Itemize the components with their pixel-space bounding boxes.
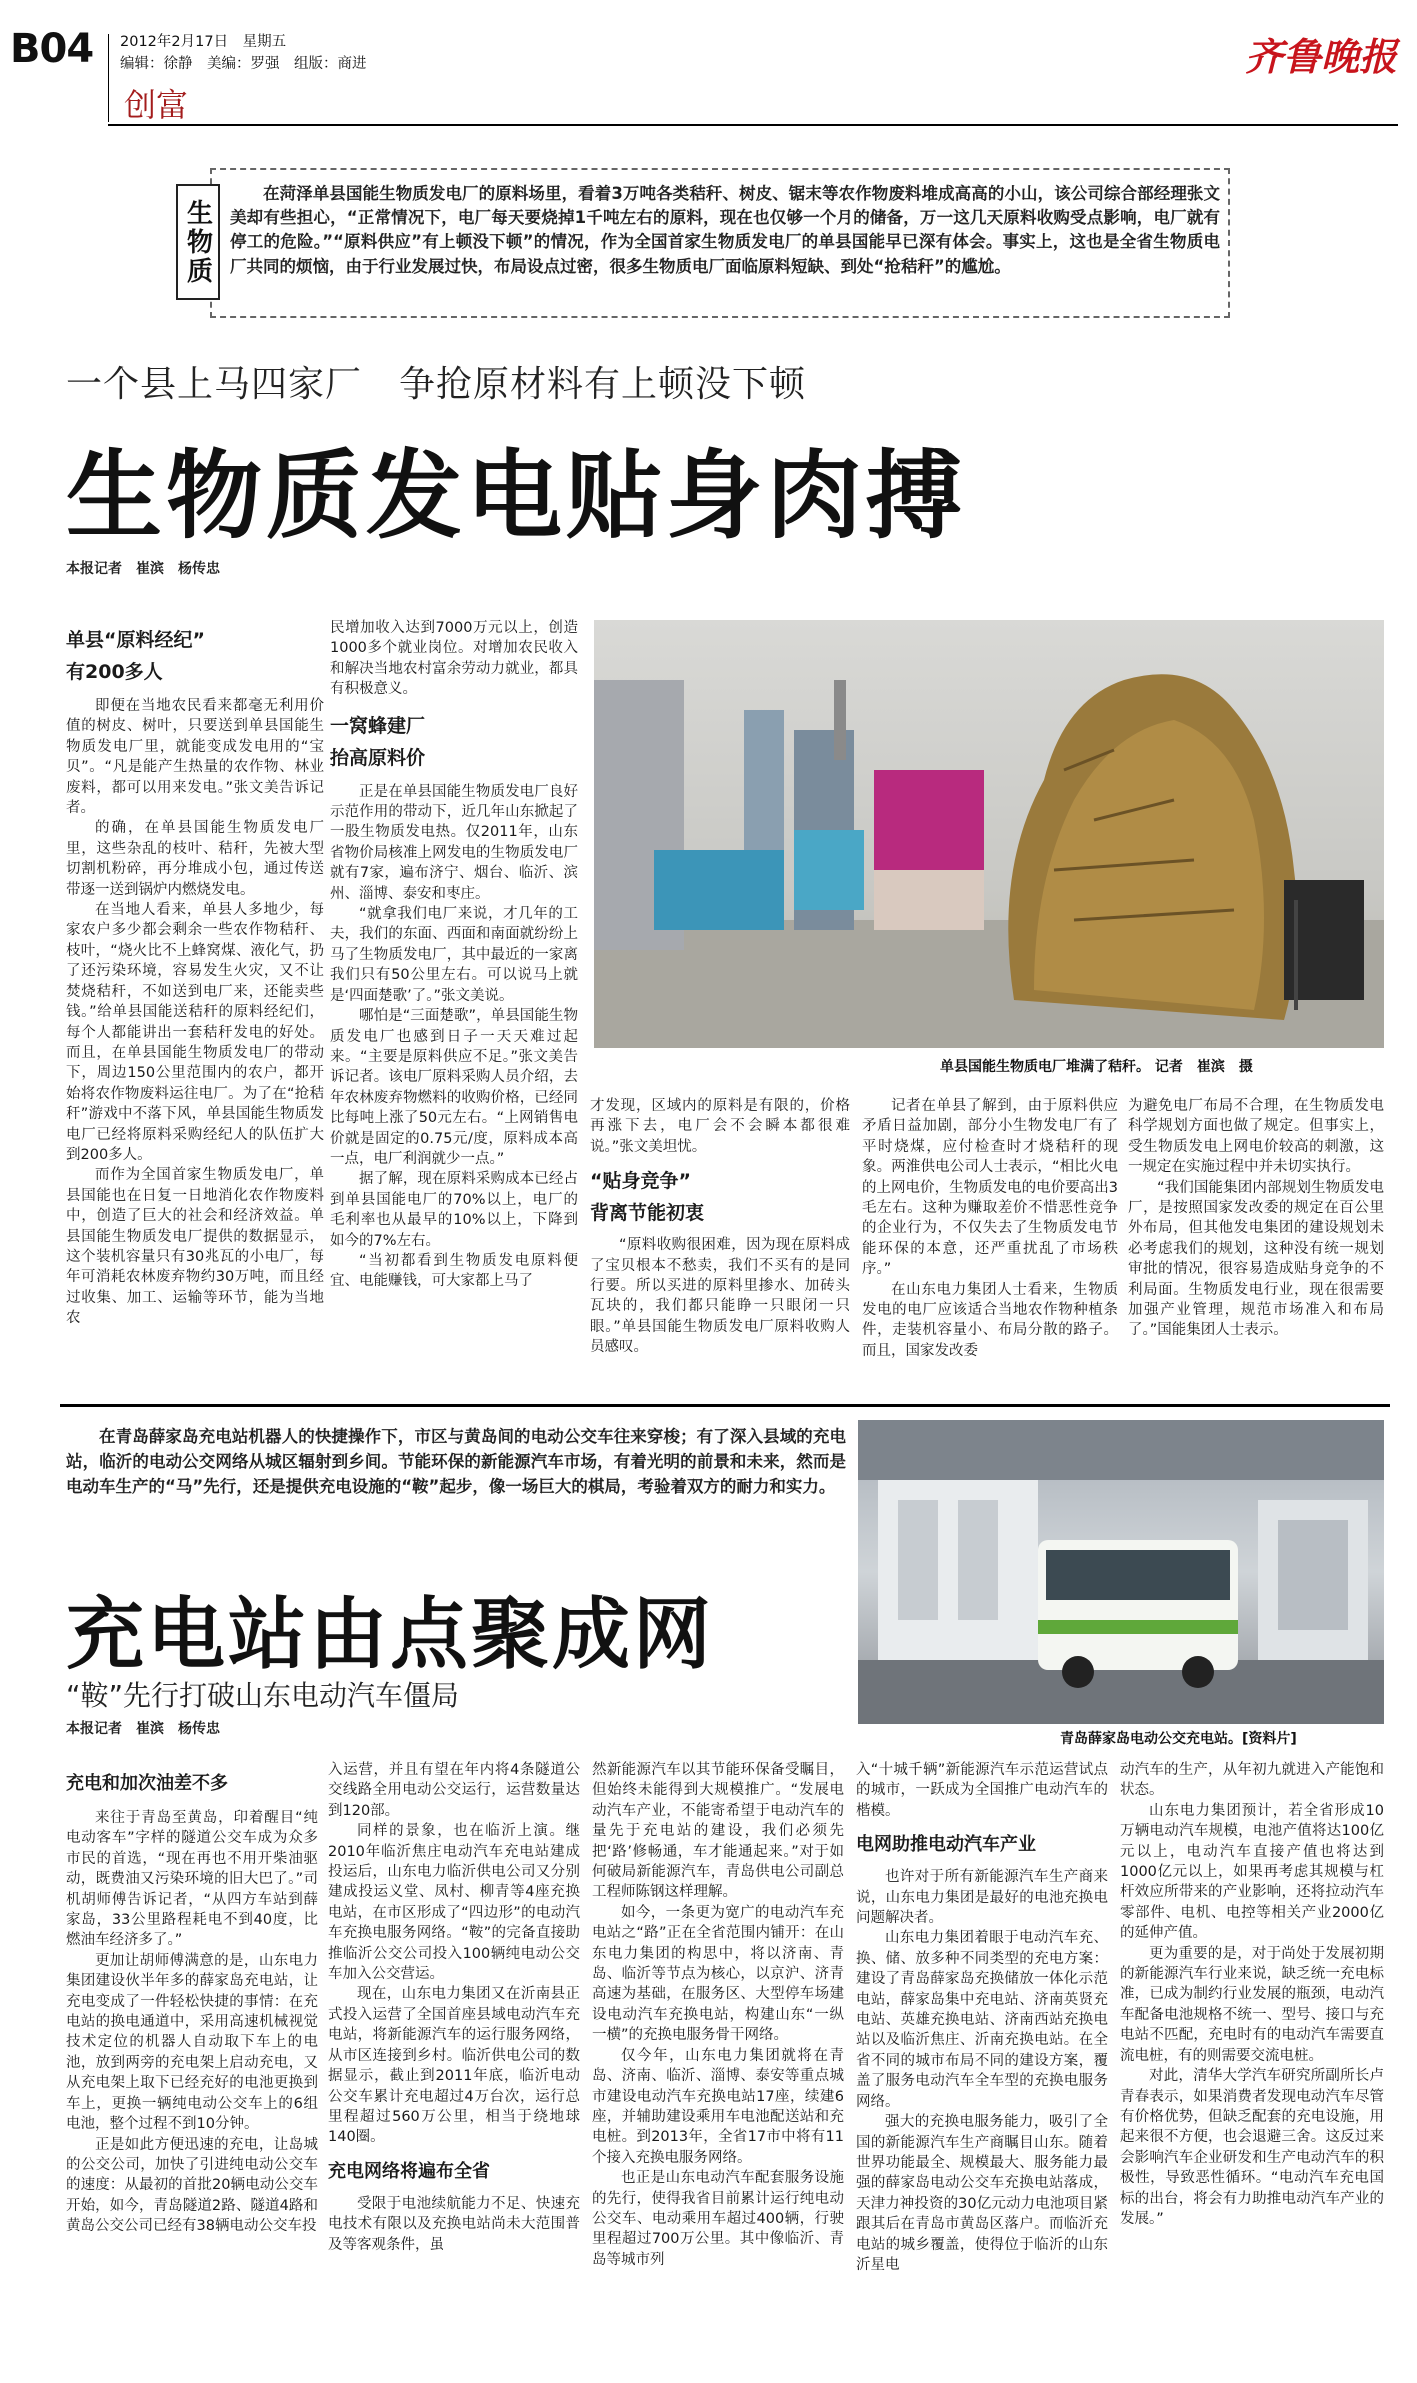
- paragraph: 然新能源汽车以其节能环保备受瞩目，但始终未能得到大规模推广。“发展电动汽车产业，不能寄希望于电动汽车的量先于充电站的建设，我们必须先把‘路’修畅通，车才能通起来。”对于如何破局新能源汽车，青岛供电公司副总工程师陈钢这样理解。: [592, 1762, 844, 1901]
- story1-photo-caption: 单县国能生物质电厂堆满了秸秆。 记者 崔滨 摄: [940, 1059, 1253, 1075]
- story1-column-4: [862, 1096, 1118, 1388]
- date-line: 2012年2月17日 星期五: [120, 34, 287, 50]
- col2-subhead-1: 一窝蜂建厂: [330, 714, 426, 737]
- paragraph: “原料收购很困难，因为现在原料成了宝贝根本不愁卖，我们不买有的是同行要。所以买进的原料里掺水、加砖头瓦块的，我们都只能睁一只眼闭一只眼。”单县国能生物质发电厂原料收购人员感叹。: [590, 1237, 850, 1356]
- editors-line: 编辑：徐静 美编：罗强 组版：商进: [120, 56, 367, 72]
- paragraph: 民增加收入达到7000万元以上，创造1000多个就业岗位。对增加农民收入和解决当地农村富余劳动力就业，都具有积极意义。: [330, 620, 578, 698]
- paragraph: 同样的景象，也在临沂上演。继2010年临沂焦庄电动汽车充电站建成投运后，山东电力临沂供电公司又分别建成投运义堂、凤村、柳青等4座充换电站，在市区形成了“四边形”的电动汽车充换电服务网络。“鞍”的完备直接助推临沂公交公司投入100辆纯电动公交车加入公交营运。: [328, 1823, 580, 1983]
- story2-headline: 充电站由点聚成网: [66, 1590, 715, 1680]
- paragraph: 正是如此方便迅速的充电，让岛城的公交公司，加快了引进纯电动公交车的速度：从最初的首批20辆电动公交车开始，如今，青岛隧道2路、隧道4路和黄岛公交公司已经有38辆电动公交车投: [66, 2136, 318, 2235]
- story2-column-5: [1120, 1760, 1384, 2376]
- c1-subhead: 充电和加次油差不多: [66, 1773, 228, 1794]
- paragraph: 的确，在单县国能生物质发电厂里，这些杂乱的枝叶、秸秆，先被大型切割机粉碎，再分堆成小包，通过传送带逐一送到锅炉内燃烧发电。: [66, 820, 324, 898]
- paragraph: 哪怕是“三面楚歌”，单县国能生物质发电厂也感到日子一天天难过起来。“主要是原料供应不足。”张文美告诉记者。该电厂原料采购人员介绍，去年农林废弃物燃料的收购价格，已经同比每吨上涨了50元左右。“上网销售电价就是固定的0.75元/度，原料成本高一点，电厂利润就少一点。”: [330, 1008, 578, 1167]
- paragraph: 入“十城千辆”新能源汽车示范运营试点的城市，一跃成为全国推广电动汽车的楷模。: [856, 1762, 1108, 1819]
- paragraph: 强大的充换电服务能力，吸引了全国的新能源汽车生产商瞩目山东。随着世界功能最全、规模最大、服务能力最强的薛家岛电动公交车充换电站落成，天津力神投资的30亿元动力电池项目紧跟其后在青岛市黄岛区落户。而临沂充电站的城乡覆盖，使得位于临沂的山东沂星电: [856, 2114, 1108, 2273]
- paragraph: 山东电力集团着眼于电动汽车充、换、储、放多种不同类型的充电方案：建设了青岛薛家岛充换储放一体化示范电站，薛家岛集中充电站、济南英贤充电站、英雄充换电站、济南西站充换电站以及临沂焦庄、沂南充换电站。在全省不同的城市布局不同的建设方案，覆盖了服务电动汽车全车型的充换电服务网络。: [856, 1930, 1108, 2110]
- story2-byline: 本报记者 崔滨 杨传忠: [66, 1721, 220, 1737]
- paragraph: 也正是山东电动汽车配套服务设施的先行，使得我省目前累计运行纯电动公交车、电动乘用车超过400辆，行驶里程超过700万公里。其中像临沂、青岛等城市列: [592, 2170, 844, 2268]
- paragraph: 据了解，现在原料采购成本已经占到单县国能电厂的70%以上，电厂的毛利率也从最早的10%以上，下降到如今的7%左右。: [330, 1171, 578, 1249]
- c2-subhead: 充电网络将遍布全省: [328, 2160, 490, 2182]
- story1-photo: [594, 620, 1384, 1048]
- paragraph: 动汽车的生产，从年初九就进入产能饱和状态。: [1120, 1762, 1384, 1799]
- power-plant-straw-illustration: [594, 620, 1384, 1048]
- col1-subhead-1: 单县“原料经纪”: [66, 629, 205, 651]
- story1-headline: 生物质发电贴身肉搏: [66, 440, 966, 552]
- paragraph: 也许对于所有新能源汽车生产商来说，山东电力集团是最好的电池充换电问题解决者。: [856, 1869, 1108, 1927]
- paragraph: 即便在当地农民看来都毫无利用价值的树皮、树叶，只要送到单县国能生物质发电厂里，就能变成发电用的“宝贝”。“凡是能产生热量的农作物、林业废料，都可以用来发电。”张文美告诉记者。: [66, 698, 324, 817]
- story2-column-4: [856, 1760, 1108, 2376]
- paragraph: 现在，山东电力集团又在沂南县正式投入运营了全国首座县域电动汽车充电站，将新能源汽车的运行服务网络，从市区连接到乡村。临沂供电公司的数据显示，截止到2011年底，临沂电动公交车累计充电超过4万台次，运行总里程超过560万公里，相当于绕地球140圈。: [328, 1986, 580, 2146]
- paragraph: 入运营，并且有望在年内将4条隧道公交线路全用电动公交运行，运营数量达到120部。: [328, 1762, 580, 1819]
- paragraph: “就拿我们电厂来说，才几年的工夫，我们的东面、西面和南面就纷纷上马了生物质发电厂，其中最近的一家离我们只有50公里左右。可以说马上就是‘四面楚歌’了。”张文美说。: [330, 906, 578, 1004]
- story2-column-3: [592, 1760, 844, 2376]
- paragraph: 记者在单县了解到，由于原料供应矛盾日益加剧，部分小生物发电厂有了平时烧煤，应付检查时才烧秸秆的现象。两淮供电公司人士表示，“相比火电的上网电价，生物质发电的电价要高出3毛左右。这种为赚取差价不惜恶性竞争的企业行为，不仅失去了生物质发电节能环保的本意，还严重扰乱了市场秩序。”: [862, 1098, 1118, 1278]
- section-name: 创富: [124, 86, 189, 124]
- paragraph: “当初都看到生物质发电原料便宜、电能赚钱，可大家都上马了: [330, 1252, 578, 1290]
- col3-subhead-2: 背离节能初衷: [590, 1202, 705, 1225]
- paragraph: 才发现，区域内的原料是有限的，价格再涨下去，电厂会不会瞬本都很难说。”张文美坦忧。: [590, 1098, 850, 1155]
- story2-photo: [858, 1420, 1384, 1724]
- paragraph: 正是在单县国能生物质发电厂良好示范作用的带动下，近几年山东掀起了一股生物质发电热。仅2011年，山东省物价局核准上网发电的生物质发电厂就有7家，遍布济宁、烟台、临沂、滨州、淄博、泰安和枣庄。: [330, 783, 578, 902]
- paragraph: 更加让胡师傅满意的是，山东电力集团建设伙半年多的薛家岛充电站，让充电变成了一件轻松快捷的事情：在充电站的换电通道中，采用高速机械视觉技术定位的机器人自动取下车上的电池，放到两旁的充电架上启动充电，又从充电架上取下已经充好的电池更换到车上，更换一辆纯电动公交车上的6组电池，整个过程不到10分钟。: [66, 1952, 318, 2133]
- charging-station-bus-illustration: [858, 1420, 1384, 1724]
- paragraph: 为避免电厂布局不合理，在生物质发电科学规划方面也做了规定。但事实上，受生物质发电上网电价较高的刺激，这一规定在实施过程中并未切实执行。: [1128, 1098, 1384, 1176]
- header-rule: [108, 124, 1398, 126]
- col2-subhead-2: 抬高原料价: [330, 746, 426, 769]
- story-divider: [60, 1404, 1390, 1407]
- masthead-logo: 齐鲁晚报: [1244, 34, 1397, 79]
- paragraph: 受限于电池续航能力不足、快速充电技术有限以及充换电站尚未大范围普及等客观条件，虽: [328, 2195, 580, 2253]
- col3-subhead-1: “贴身竞争”: [590, 1170, 691, 1193]
- page-number: B04: [10, 26, 94, 72]
- story2-column-1: [66, 1770, 318, 2376]
- paragraph: 更为重要的是，对于尚处于发展初期的新能源汽车行业来说，缺乏统一充电标准，已成为制约行业发展的瓶颈，电动汽车配备电池规格不统一、型号、接口与充电站不匹配，充电时有的电动汽车需要直流电桩，有的则需要交流电桩。: [1120, 1945, 1384, 2064]
- paragraph: 在山东电力集团人士看来，生物质发电的电厂应该适合当地农作物种植条件，走装机容量小、布局分散的路子。而且，国家发改委: [862, 1281, 1118, 1359]
- paragraph: 而作为全国首家生物质发电厂，单县国能也在日复一日地消化农作物废料中，创造了巨大的社会和经济效益。单县国能生物质发电厂提供的数据显示，这个装机容量只有30兆瓦的小电厂，每年可消耗农林废弃物约30万吨，而且经过收集、加工、运输等环节，能为当地农: [66, 1167, 324, 1327]
- col1-subhead-2: 有200多人: [66, 661, 163, 683]
- paragraph: 对此，清华大学汽车研究所副所长卢青春表示，如果消费者发现电动汽车尽管有价格优势，但缺乏配套的充电设施，用起来很不方便，也会退避三舍。这反过来会影响汽车企业研发和生产电动汽车的积极性，导致恶性循环。“电动汽车充电国标的出台，将会有力助推电动汽车产业的发展。”: [1120, 2068, 1384, 2227]
- story2-column-2: [328, 1760, 580, 2376]
- paragraph: 来往于青岛至黄岛，印着醒目“纯电动客车”字样的隧道公交车成为众多市民的首选，“现在再也不用开柴油驱动，既费油又污染环境的旧大巴了。”司机胡师傅告诉记者，“从四方车站到薛家岛，33公里路程耗电不到40度，比燃油车经济多了。”: [66, 1810, 318, 1949]
- story1-column-1: [66, 626, 324, 1388]
- paragraph: “我们国能集团内部规划生物质发电厂，是按照国家发改委的规定在百公里外布局，但其他发电集团的建设规划未必考虑我们的规划，这种没有统一规划审批的情况，很容易造成贴身竞争的不利局面。生物质发电行业，现在很需要加强产业管理，规范市场准入和布局了。”国能集团人士表示。: [1128, 1179, 1384, 1339]
- story1-column-3: [590, 1096, 850, 1388]
- story1-column-2: [330, 618, 578, 1388]
- c4-subhead: 电网助推电动汽车产业: [856, 1834, 1036, 1856]
- intro-tag: [176, 184, 220, 300]
- intro-text: 在菏泽单县国能生物质发电厂的原料场里，看着3万吨各类秸秆、树皮、锯末等农作物废料堆成高高的小山，该公司综合部经理张文美却有些担心，“正常情况下，电厂每天要烧掉1千吨左右的原料，现在也仅够一个月的储备，万一这几天原料收购受点影响，电厂就有停工的危险。”“原料供应”有上顿没下顿”的情况，作为全国首家生物质发电厂的单县国能早已深有体会。事实上，这也是全省生物质电厂共同的烦恼，由于行业发展过快，布局设点过密，很多生物质电厂面临原料短缺、到处“抢秸秆”的尴尬。: [230, 184, 1220, 276]
- story2-subheadline: “鞍”先行打破山东电动汽车僵局: [66, 1679, 460, 1712]
- story2-intro: 在青岛薛家岛充电站机器人的快捷操作下，市区与黄岛间的电动公交车往来穿梭；有了深入县域的充电站，临沂的电动公交网络从城区辐射到乡间。节能环保的新能源汽车市场，有着光明的前景和未来，然而是电动车生产的“马”先行，还是提供充电设施的“鞍”起步，像一场巨大的棋局，考验着双方的耐力和实力。: [66, 1427, 846, 1497]
- story1-kicker: 一个县上马四家厂 争抢原材料有上顿没下顿: [66, 364, 807, 405]
- paragraph: 如今，一条更为宽广的电动汽车充电站之“路”正在全省范围内铺开：在山东电力集团的构思中，将以济南、青岛、临沂等节点为核心，以京沪、济青高速为基础，在服务区、大型停车场建设电动汽车充换电站，构建山东“一纵一横”的充换电服务骨干网络。: [592, 1904, 844, 2044]
- paragraph: 山东电力集团预计，若全省形成10万辆电动汽车规模，电池产值将达100亿元以上，电动汽车直接产值也将达到1000亿元以上，如果再考虑其规模与杠杆效应所带来的产业影响，还将拉动汽车零部件、电机、电控等相关产业2000亿的延伸产值。: [1120, 1802, 1384, 1942]
- header-vertical-divider: [108, 34, 109, 122]
- paragraph: 在当地人看来，单县人多地少，每家农户多少都会剩余一些农作物秸秆、枝叶，“烧火比不上蜂窝煤、液化气，扔了还污染环境，容易发生火灾，又不让焚烧秸秆，不如送到电厂来，还能卖些钱。”给单县国能送秸秆的原料经纪们，每个人都能讲出一套秸秆发电的好处。而且，在单县国能生物质发电厂的带动下，周边150公里范围内的农户，都开始将农作物废料运往电厂。为了在“抢秸秆”游戏中不落下风，单县国能生物质发电厂已经将原料采购经纪人的队伍扩大到200多人。: [66, 902, 324, 1163]
- paragraph: 仅今年，山东电力集团就将在青岛、济南、临沂、淄博、泰安等重点城市建设电动汽车充换电站17座，续建6座，并辅助建设乘用车电池配送站和充电桩。到2013年，全省17市中将有11个接入充换电服务网络。: [592, 2047, 844, 2166]
- story2-photo-caption: 青岛薛家岛电动公交充电站。[资料片]: [1060, 1731, 1297, 1747]
- intro-tag-label: 生物质: [182, 198, 213, 286]
- story1-column-5: [1128, 1096, 1384, 1388]
- story1-byline: 本报记者 崔滨 杨传忠: [66, 561, 220, 577]
